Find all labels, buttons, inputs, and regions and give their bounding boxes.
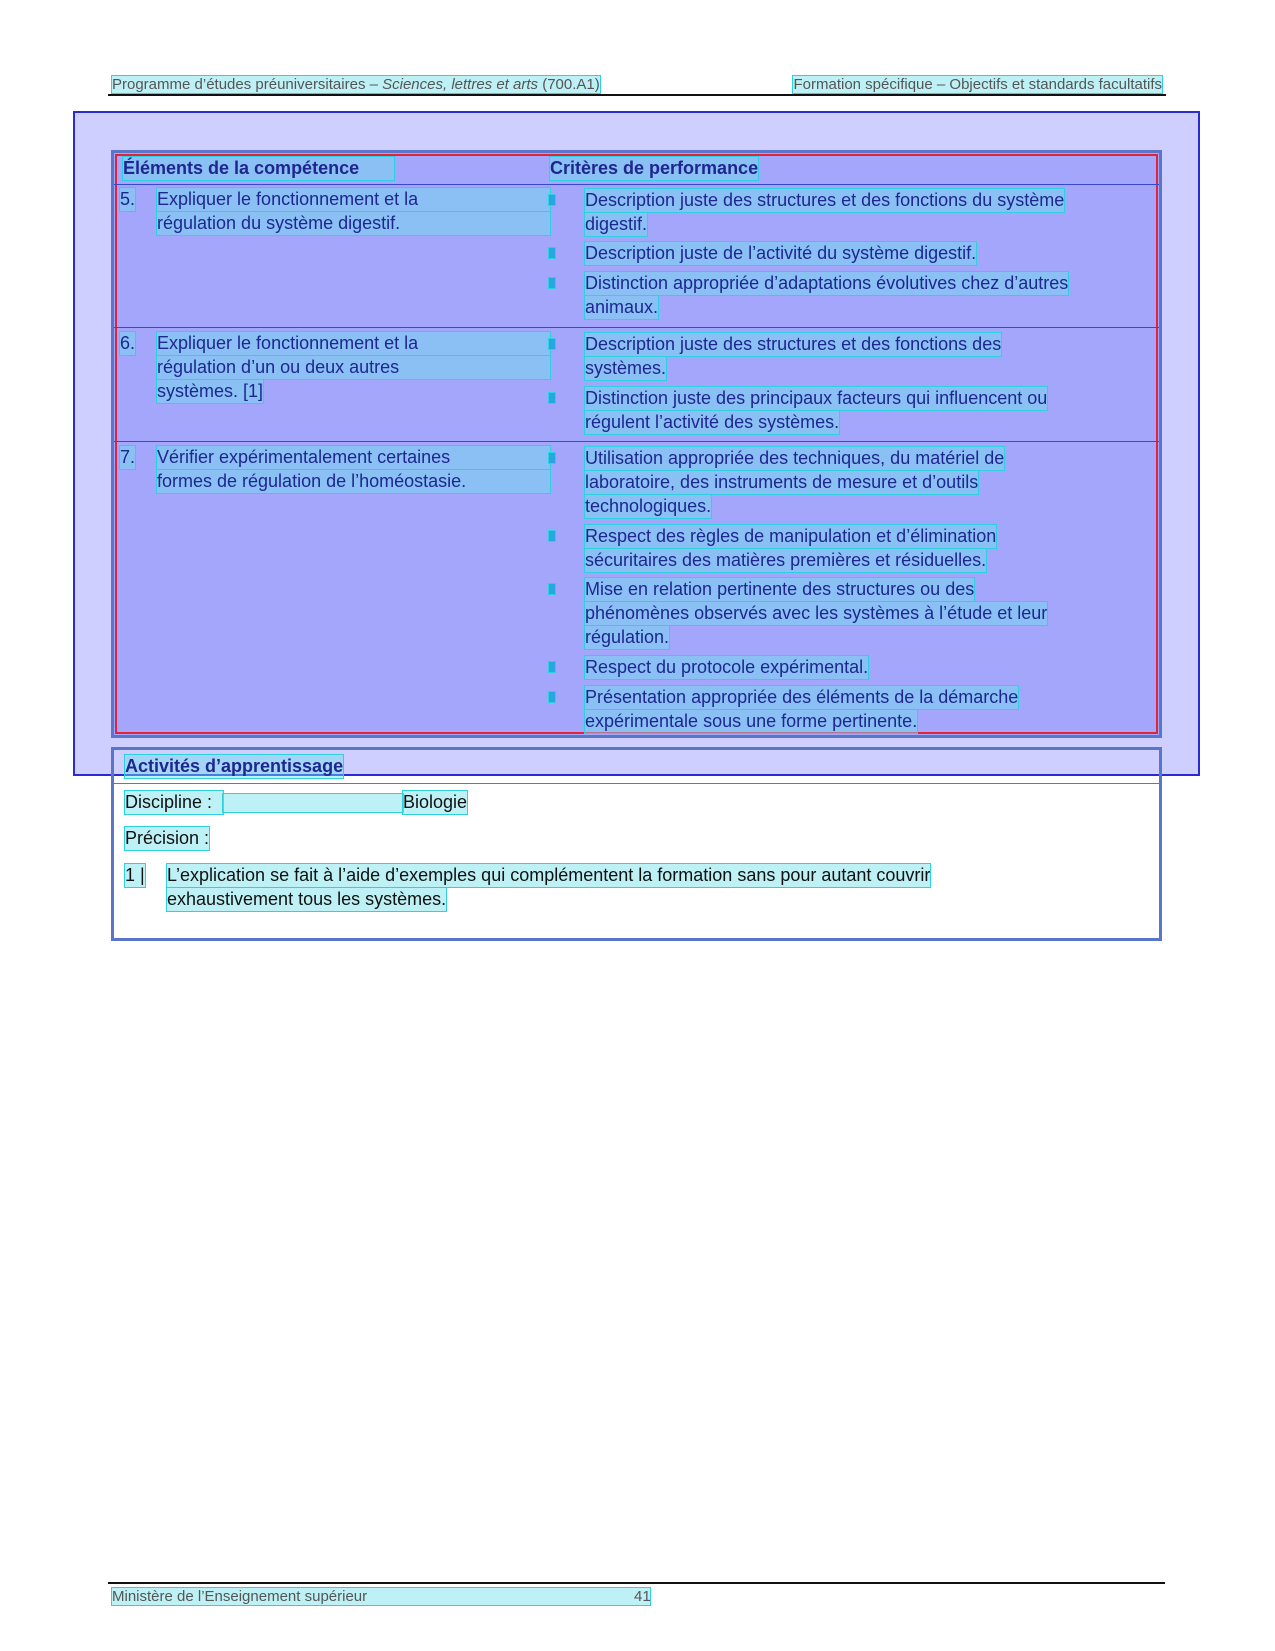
header-program-title: Programme d’études préuniversitaires – Sciences, lettres et arts (700.A1) [112, 76, 600, 93]
bullet-icon [549, 195, 555, 205]
criterion-text: Respect du protocole expérimental. [585, 657, 869, 677]
bullet-icon [549, 248, 555, 258]
page-number: 41 [634, 1588, 651, 1605]
bullet-icon [549, 531, 555, 541]
bullet-icon [549, 339, 555, 349]
col-header-criteria: Critères de performance [550, 158, 759, 178]
criterion-text: laboratoire, des instruments de mesure et d’outils [585, 472, 979, 492]
criterion-text: Distinction juste des principaux facteurs qui influencent ou [585, 388, 1048, 408]
row-divider [114, 327, 1159, 328]
criterion-text: phénomènes observés avec les systèmes à l’étude et leur [585, 603, 1048, 623]
element-text: Vérifier expérimentalement certaines [157, 446, 550, 469]
criterion-text: sécuritaires des matières premières et résiduelles. [585, 550, 987, 570]
element-number: 6. [120, 333, 136, 353]
discipline-spacer [223, 794, 403, 812]
footer-rule [108, 1582, 1165, 1584]
bullet-icon [549, 453, 555, 463]
criterion-text: régulation. [585, 627, 670, 647]
criterion-text: technologiques. [585, 496, 712, 516]
precision-label: Précision : [125, 828, 210, 848]
element-text: régulation du système digestif. [157, 212, 550, 235]
element-number: 5. [120, 189, 136, 209]
criterion-text: Description juste de l’activité du système digestif. [585, 243, 977, 263]
element-text: systèmes. [1] [157, 381, 264, 401]
element-text: Expliquer le fonctionnement et la [157, 188, 550, 211]
criterion-text: Utilisation appropriée des techniques, du matériel de [585, 448, 1005, 468]
criterion-text: Mise en relation pertinente des structures ou des [585, 579, 975, 599]
criterion-text: Distinction appropriée d’adaptations évolutives chez d’autres [585, 273, 1069, 293]
note-text: exhaustivement tous les systèmes. [167, 889, 447, 909]
criterion-text: Respect des règles de manipulation et d’élimination [585, 526, 997, 546]
bullet-icon [549, 692, 555, 702]
criterion-text: expérimentale sous une forme pertinente. [585, 711, 918, 731]
table-header-divider [114, 184, 1159, 185]
bullet-icon [549, 393, 555, 403]
running-header [112, 74, 1162, 94]
criterion-text: digestif. [585, 214, 648, 234]
criterion-text: animaux. [585, 297, 659, 317]
discipline-value: Biologie [403, 792, 468, 812]
element-text: formes de régulation de l’homéostasie. [157, 470, 550, 493]
activities-title: Activités d’apprentissage [125, 756, 344, 776]
element-text: régulation d’un ou deux autres [157, 356, 550, 379]
element-number: 7. [120, 447, 136, 467]
footer-ministry: Ministère de l’Enseignement supérieur [112, 1588, 650, 1605]
discipline-label: Discipline : [125, 791, 223, 814]
header-rule [108, 94, 1166, 96]
criterion-text: Présentation appropriée des éléments de la démarche [585, 687, 1019, 707]
activities-header-divider [114, 783, 1159, 784]
bullet-icon [549, 662, 555, 672]
header-section-title: Formation spécifique – Objectifs et standards facultatifs [793, 76, 1162, 93]
bullet-icon [549, 278, 555, 288]
bullet-icon [549, 584, 555, 594]
element-text: Expliquer le fonctionnement et la [157, 332, 550, 355]
row-divider [114, 441, 1159, 442]
criterion-text: régulent l’activité des systèmes. [585, 412, 840, 432]
criterion-text: Description juste des structures et des fonctions des [585, 334, 1002, 354]
criterion-text: systèmes. [585, 358, 667, 378]
note-text: L’explication se fait à l’aide d’exemples qui complémentent la formation sans pour autant couvrir [167, 865, 931, 885]
col-header-elements: Éléments de la compétence [123, 157, 394, 180]
note-marker: 1 | [125, 865, 145, 885]
criterion-text: Description juste des structures et des fonctions du système [585, 190, 1065, 210]
